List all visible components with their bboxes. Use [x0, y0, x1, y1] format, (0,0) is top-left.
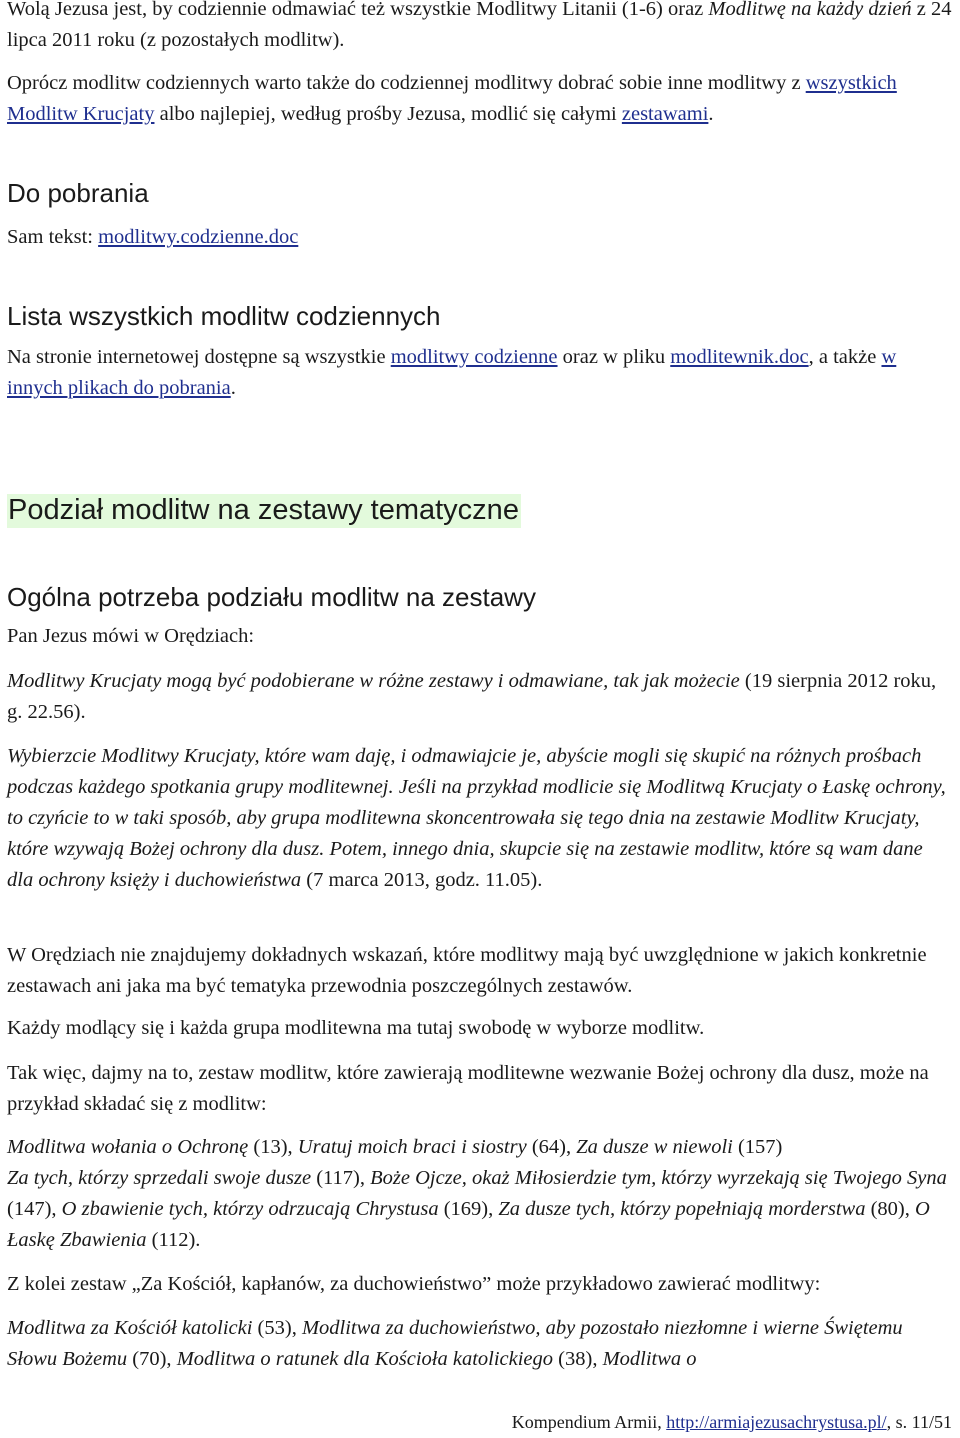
download-line: Sam tekst: modlitwy.codzienne.doc [7, 226, 299, 248]
list-paragraph: Na stronie internetowej dostępne są wszystkie modlitwy codzienne oraz w pliku modlitewnik.doc, a także w innych plikach do pobrania. [7, 346, 897, 399]
paragraph-protection-set: Tak więc, dajmy na to, zestaw modlitw, które zawierają modlitewne wezwanie Bożej ochrony dla dusz, może na przykład składać się z modlitw: [7, 1062, 929, 1115]
page-footer: Kompendium Armii, http://armiajezusachrystusa.pl/, s. 11/51 [511, 1412, 952, 1432]
protection-set-line-2: Za tych, którzy sprzedali swoje dusze (117), Boże Ojcze, okaż Miłosierdzie tym, którzy wyrzekają się Twojego Syna (147), O zbawienie tych, którzy odrzucają Chrystusa (169), Za dusze tych, którzy popełniają morderstwa (80), O Łaskę Zbawienia (112). [7, 1167, 947, 1251]
paragraph-church-set: Z kolei zestaw „Za Kościół, kapłanów, za duchowieństwo” może przykładowo zawierać modlitwy: [7, 1273, 821, 1295]
download-heading: Do pobrania [7, 178, 149, 208]
section-subheading: Ogólna potrzeba podziału modlitw na zestawy [7, 582, 536, 612]
list-heading: Lista wszystkich modlitw codziennych [7, 301, 441, 331]
sets-link[interactable]: zestawami [621, 103, 709, 125]
prayer-book-link[interactable]: modlitewnik.doc [670, 346, 809, 368]
footer-site-link[interactable]: http://armiajezusachrystusa.pl/ [666, 1412, 887, 1432]
paragraph-no-guidance: W Orędziach nie znajdujemy dokładnych wskazań, które modlitwy mają być uwzględnione w jakich konkretnie zestawach ani jaka ma być tematyka przewodnia poszczególnych zestawów. [7, 944, 927, 997]
paragraph-freedom: Każdy modlący się i każda grupa modlitewna ma tutaj swobodę w wyborze modlitw. [7, 1017, 705, 1039]
section-title: Podział modlitw na zestawy tematyczne [8, 494, 519, 526]
download-doc-link[interactable]: modlitwy.codzienne.doc [98, 226, 299, 248]
quote-paragraph-2: Wybierzcie Modlitwy Krucjaty, które wam daję, i odmawiajcie je, abyście mogli się skupić na różnych prośbach podczas każdego spotkania grupy modlitewnej. Jeśli na przykład modlicie się Modlitwą Krucjaty o Łaskę ochrony, to czyńcie to w taki sposób, aby grupa modlitewna skoncentrowała się tego dnia na zestawie Modlitw Krucjaty, które wzywają Bożej ochrony dla dusz. Potem, innego dnia, skupcie się na zestawie modlitw, które są wam dane dla ochrony księży i duchowieństwa (7 marca 2013, godz. 11.05). [7, 745, 946, 891]
paragraph-intro-quote: Pan Jezus mówi w Orędziach: [7, 625, 255, 647]
church-set-lines: Modlitwa za Kościół katolicki (53), Modlitwa za duchowieństwo, aby pozostało niezłomne i wierne Świętemu Słowu Bożemu (70), Modlitwa o ratunek dla Kościoła katolickiego (38), Modlitwa o [7, 1317, 903, 1370]
intro-paragraph-1: Wolą Jezusa jest, by codziennie odmawiać też wszystkie Modlitwy Litanii (1-6) oraz Modlitwę na każdy dzień z 24 lipca 2011 roku (z pozostałych modlitw). [7, 0, 952, 51]
daily-prayers-link[interactable]: modlitwy codzienne [390, 346, 558, 368]
other-files-link[interactable]: w innych plikach do pobrania [7, 346, 897, 399]
intro-paragraph-2: Oprócz modlitw codziennych warto także do codziennej modlitwy dobrać sobie inne modlitwy z wszystkich Modlitw Krucjaty albo najlepiej, według prośby Jezusa, modlić się całymi zestawami. [7, 72, 897, 125]
protection-set-line-1: Modlitwa wołania o Ochronę (13), Uratuj moich braci i siostry (64), Za dusze w niewoli (157) [7, 1136, 783, 1158]
all-prayers-link[interactable]: wszystkich Modlitw Krucjaty [7, 72, 897, 125]
quote-paragraph-1: Modlitwy Krucjaty mogą być podobierane w różne zestawy i odmawiane, tak jak możecie (19 sierpnia 2012 roku, g. 22.56). [7, 670, 937, 723]
